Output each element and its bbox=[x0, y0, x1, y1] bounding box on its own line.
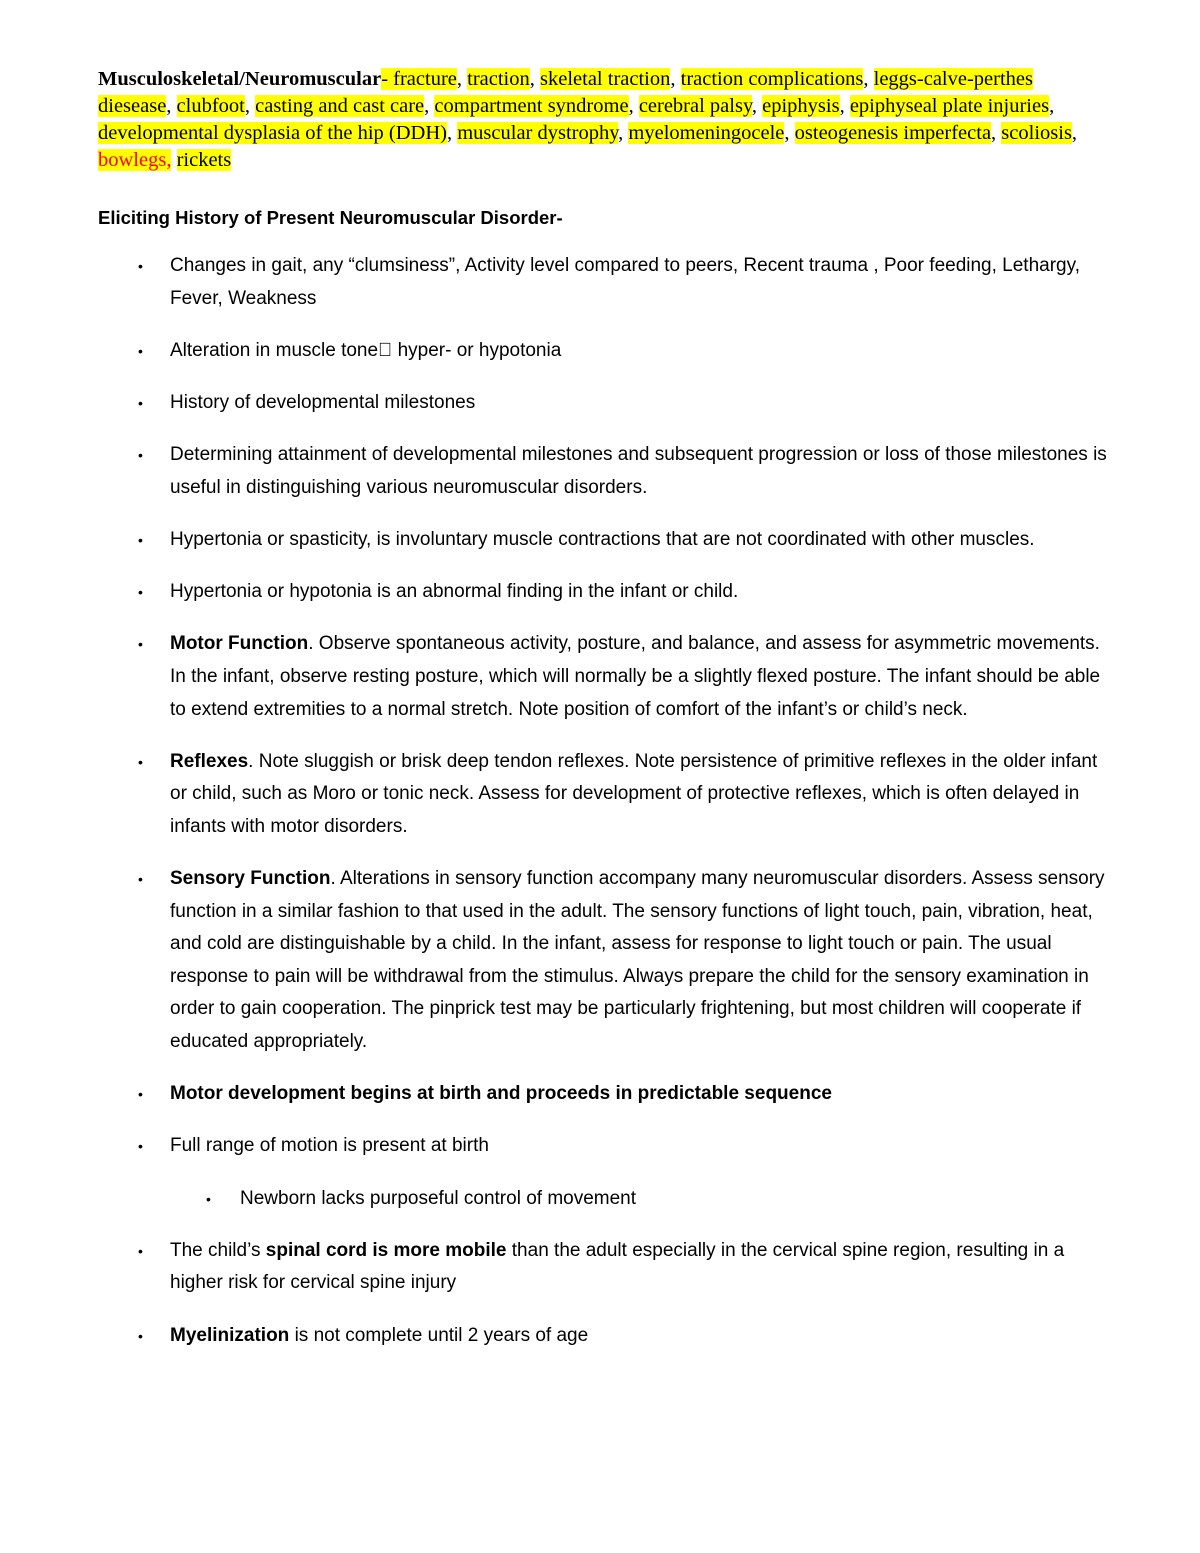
topic-term: bowlegs, bbox=[98, 149, 172, 171]
topic-term: epiphysis bbox=[762, 95, 840, 117]
list-item bbox=[98, 1235, 1108, 1300]
topic-separator: , bbox=[424, 95, 435, 117]
topic-separator: , bbox=[446, 122, 458, 144]
list-item bbox=[98, 1130, 1108, 1163]
sub-list-item bbox=[98, 1183, 1108, 1216]
topic-term: clubfoot bbox=[176, 95, 245, 117]
bullet-icon: • bbox=[138, 584, 143, 601]
topic-separator: , bbox=[751, 95, 763, 117]
topic-term: epiphyseal plate injuries bbox=[849, 95, 1050, 117]
bullet-list bbox=[98, 250, 1108, 1352]
list-item bbox=[98, 1320, 1108, 1353]
item-text: Determining attainment of developmental milestones and subsequent progression or loss of those milestones is useful in distinguishing various neuromuscular disorders. bbox=[170, 444, 1107, 498]
topic-term: leggs-calve-perthes diesease bbox=[98, 68, 1033, 117]
topic-separator: , bbox=[839, 95, 850, 117]
bullet-icon: • bbox=[138, 871, 143, 888]
item-text: Hypertonia or spasticity, is involuntary muscle contractions that are not coordinated with other muscles. bbox=[170, 528, 1035, 550]
bold-text: Motor Function bbox=[170, 633, 309, 655]
topic-term: casting and cast care bbox=[255, 95, 425, 117]
bold-text: Sensory Function bbox=[170, 868, 331, 890]
bullet-icon: • bbox=[138, 753, 143, 770]
topic-separator: , bbox=[166, 95, 177, 117]
list-item bbox=[98, 746, 1108, 844]
bullet-icon: • bbox=[138, 636, 143, 653]
item-text: History of developmental milestones bbox=[170, 391, 476, 413]
topic-term: scoliosis bbox=[1001, 122, 1072, 144]
bullet-icon: • bbox=[138, 447, 143, 464]
topic-separator: , bbox=[628, 95, 639, 117]
topic-separator: , bbox=[529, 68, 541, 90]
topic-separator: , bbox=[244, 95, 256, 117]
item-text: Alteration in muscle tone hyper- or hypotonia bbox=[170, 339, 548, 361]
topic-term: osteogenesis imperfecta bbox=[794, 122, 992, 144]
bold-text: Motor development begins at birth and proceeds in predictable sequence bbox=[170, 1083, 832, 1105]
header-dash: - bbox=[381, 68, 389, 90]
header-title: Musculoskeletal/Neuromuscular bbox=[98, 68, 382, 90]
list-item bbox=[98, 439, 1108, 504]
topic-separator: , bbox=[784, 122, 795, 144]
topic-separator: , bbox=[1049, 95, 1055, 117]
bold-text: Reflexes bbox=[170, 750, 249, 772]
bullet-icon: • bbox=[138, 1086, 143, 1103]
list-item bbox=[98, 250, 1108, 315]
bullet-icon: • bbox=[206, 1190, 211, 1207]
topic-separator: , bbox=[456, 68, 468, 90]
topic-separator: , bbox=[1071, 122, 1078, 144]
list-item bbox=[98, 524, 1108, 557]
item-text: is not complete until 2 years of age bbox=[289, 1324, 589, 1346]
list-item bbox=[98, 1078, 1108, 1111]
bullet-icon: • bbox=[138, 1138, 143, 1155]
item-text: Full range of motion is present at birth bbox=[170, 1135, 489, 1157]
bold-text: spinal cord is more mobile bbox=[265, 1239, 507, 1261]
topic-term: rickets bbox=[176, 149, 232, 171]
topic-separator bbox=[171, 149, 176, 171]
document-page bbox=[98, 66, 1108, 1372]
bullet-icon: • bbox=[138, 531, 143, 548]
topic-separator: , bbox=[618, 122, 629, 144]
topic-separator: , bbox=[863, 68, 874, 90]
item-text: The child’s bbox=[170, 1239, 266, 1261]
item-text: than the adult especially in the cervical spine region, resulting in a higher risk for cervical spine injury bbox=[170, 1239, 1065, 1294]
list-item bbox=[98, 335, 1108, 368]
item-text: Hypertonia or hypotonia is an abnormal finding in the infant or child. bbox=[170, 581, 739, 603]
bullet-icon: • bbox=[138, 394, 143, 411]
topic-term: developmental dysplasia of the hip (DDH) bbox=[98, 122, 447, 144]
topics-header bbox=[98, 66, 1108, 174]
bullet-icon: • bbox=[138, 1242, 143, 1259]
list-item bbox=[98, 387, 1108, 420]
section-title: Eliciting History of Present Neuromuscular Disorder- bbox=[98, 207, 563, 228]
bullet-icon: • bbox=[138, 1327, 143, 1344]
list-item bbox=[98, 863, 1108, 1059]
list-item bbox=[98, 628, 1108, 726]
topic-term: skeletal traction bbox=[540, 68, 671, 90]
list-item bbox=[98, 576, 1108, 609]
topic-term: traction bbox=[467, 68, 530, 90]
item-text: Changes in gait, any “clumsiness”, Activity level compared to peers, Recent trauma , Poor feeding, Lethargy, Fever, Weakness bbox=[170, 255, 1080, 309]
item-text: . Note sluggish or brisk deep tendon reflexes. Note persistence of primitive reflexes in the older infant or child, such as Moro or tonic neck. Assess for development of protective reflexes, which is often delayed in infants with motor disorders. bbox=[170, 750, 1098, 837]
topic-term: cerebral palsy bbox=[638, 95, 752, 117]
item-text: . Observe spontaneous activity, posture, and balance, and assess for asymmetric movements. In the infant, observe resting posture, which will normally be a slightly flexed posture. The infant should be able to extend extremities to a normal stretch. Note position of comfort of the infant’s or child’s neck. bbox=[170, 633, 1101, 720]
topic-separator: , bbox=[670, 68, 681, 90]
topic-term: myelomeningocele bbox=[628, 122, 785, 144]
bullet-icon: • bbox=[138, 342, 143, 359]
topic-term: traction complications bbox=[680, 68, 864, 90]
item-text: . Alterations in sensory function accompany many neuromuscular disorders. Assess sensory function in a similar fashion to that used in the adult. The sensory functions of light touch, pain, vibration, heat, and cold are distinguishable by a child. In the infant, assess for response to light touch or pain. The usual response to pain will be withdrawal from the stimulus. Always prepare the child for the sensory examination in order to gain cooperation. The pinprick test may be particularly frightening, but most children will cooperate if educated appropriately. bbox=[170, 868, 1105, 1053]
bullet-icon: • bbox=[138, 258, 143, 274]
topic-term: compartment syndrome bbox=[434, 95, 629, 117]
item-text: Newborn lacks purposeful control of movement bbox=[240, 1187, 637, 1209]
topic-separator: , bbox=[991, 122, 1002, 144]
topic-term: fracture bbox=[388, 68, 457, 90]
bold-text: Myelinization bbox=[170, 1324, 290, 1346]
topic-term: muscular dystrophy bbox=[457, 122, 619, 144]
